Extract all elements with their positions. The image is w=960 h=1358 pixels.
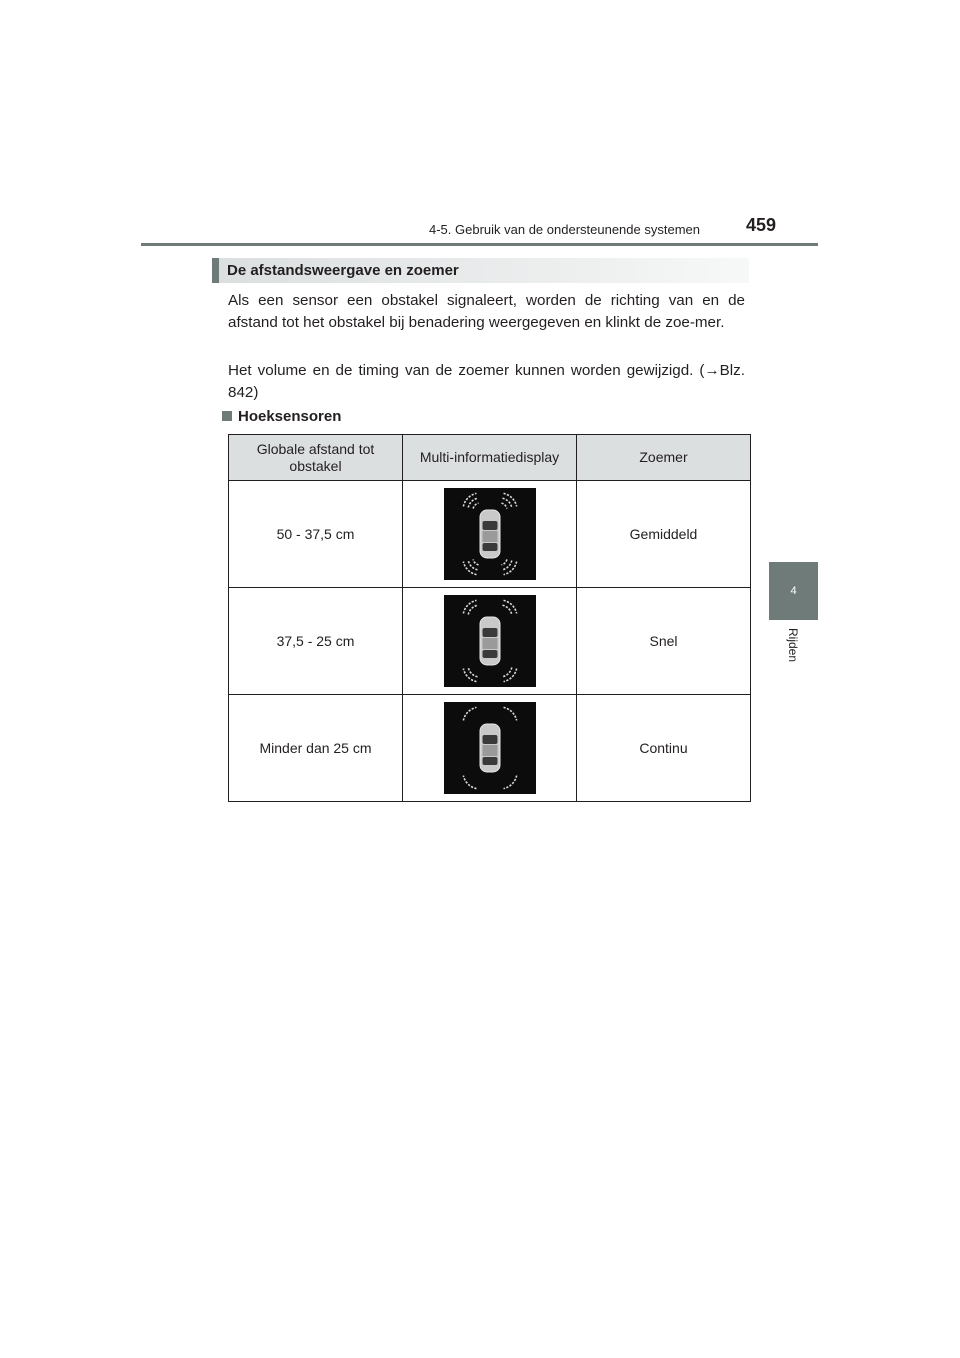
buzzer-cell: Continu <box>577 695 751 802</box>
header-buzzer: Zoemer <box>577 435 751 481</box>
distance-cell: Minder dan 25 cm <box>229 695 403 802</box>
distance-cell: 37,5 - 25 cm <box>229 588 403 695</box>
square-bullet-icon <box>222 411 232 421</box>
page-number: 459 <box>745 215 776 235</box>
parking-sensor-display-icon <box>444 488 536 580</box>
table-row <box>229 481 751 588</box>
table-header-row <box>229 435 751 481</box>
distance-cell: 50 - 37,5 cm <box>229 481 403 588</box>
car-top-view-icon <box>480 724 500 772</box>
section-heading <box>212 258 749 283</box>
header-display: Multi-informatiedisplay <box>403 435 577 481</box>
table-row <box>229 695 751 802</box>
car-top-view-icon <box>480 617 500 665</box>
car-top-view-icon <box>480 510 500 558</box>
table-row <box>229 588 751 695</box>
parking-sensor-display-icon <box>444 595 536 687</box>
subheading <box>222 408 341 425</box>
parking-sensor-display-icon <box>444 702 536 794</box>
section-header-title: 4-5. Gebruik van de ondersteunende systemen <box>428 222 700 237</box>
section-heading-text: De afstandsweergave en zoemer <box>227 262 459 279</box>
subheading-text: Hoeksensoren <box>238 408 342 425</box>
display-cell <box>403 695 577 802</box>
volume-paragraph: Het volume en de timing van de zoemer kunnen worden gewijzigd. (→Blz. 842) <box>228 362 745 401</box>
header-rule <box>141 243 818 246</box>
buzzer-cell: Gemiddeld <box>577 481 751 588</box>
buzzer-cell: Snel <box>577 588 751 695</box>
display-cell <box>403 588 577 695</box>
intro-paragraph: Als een sensor een obstakel signaleert, worden de richting van en de afstand tot het obstakel bij benadering weergegeven en klinkt de zoe-mer. <box>228 292 745 331</box>
chapter-label: Rijden <box>786 628 800 663</box>
chapter-tab: 4 <box>769 562 818 620</box>
corner-sensor-table <box>228 434 751 802</box>
display-cell <box>403 481 577 588</box>
header-distance: Globale afstand tot obstakel <box>229 435 403 481</box>
